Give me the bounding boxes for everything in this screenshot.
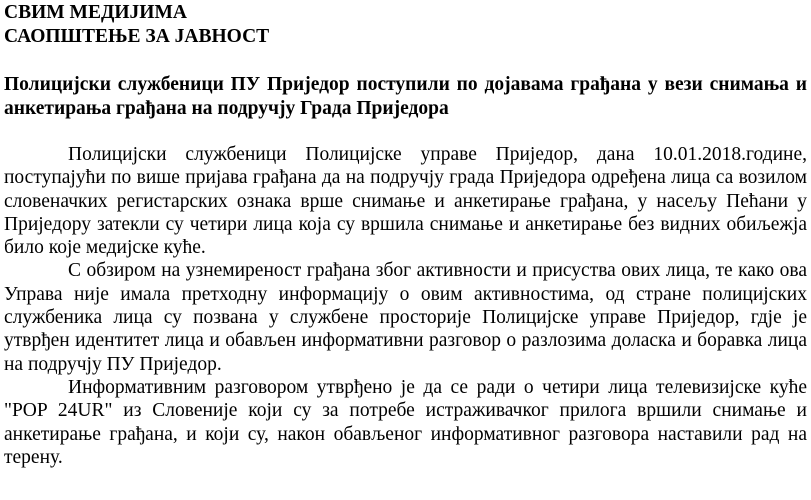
document-header [4,1,807,49]
press-release-body [4,143,807,469]
body-paragraph-1: Полицијски службеници Полицијске управе Приједор, дана 10.01.2018.године, поступајући по више пријава грађана да на подручју града Приједора одређена лица са возилом словеначких регистарских ознака врше снимање и анкетирање грађана, у насељу Пећани у Приједору затекли су четири лица која су вршила снимање и анкетирање без видних обиљежја било које медијске куће. [4,144,807,259]
recipients-line: СВИМ МЕДИЈИМА [4,2,187,23]
document-type-line: САОПШТЕЊЕ ЗА ЈАВНОСТ [4,26,270,47]
body-paragraph-2: С обзиром на узнемиреност грађана због активности и присуства ових лица, те како ова Управа није имала претходну информацију о овим активностима, од стране полицијских службеника лица су позвана у службене просторије Полицијске управе Приједор, гдје је утврђен идентитет лица и обављен информативни разговор о разлозима доласка и боравка лица на подручју ПУ Приједор. [4,260,807,375]
press-release-headline: Полицијски службеници ПУ Приједор поступили по дојавама грађана у вези снимања и анкетирања грађана на подручју Града Приједора [4,74,807,119]
press-release-page [4,0,807,469]
body-paragraph-3: Информативним разговором утврђено је да се ради о четири лица телевизијске куће "POP 24UR" из Словеније који су за потребе истраживачког прилога вршили снимање и анкетирање грађана, и који су, након обављеног информативног разговора наставили рад на терену. [4,376,807,468]
